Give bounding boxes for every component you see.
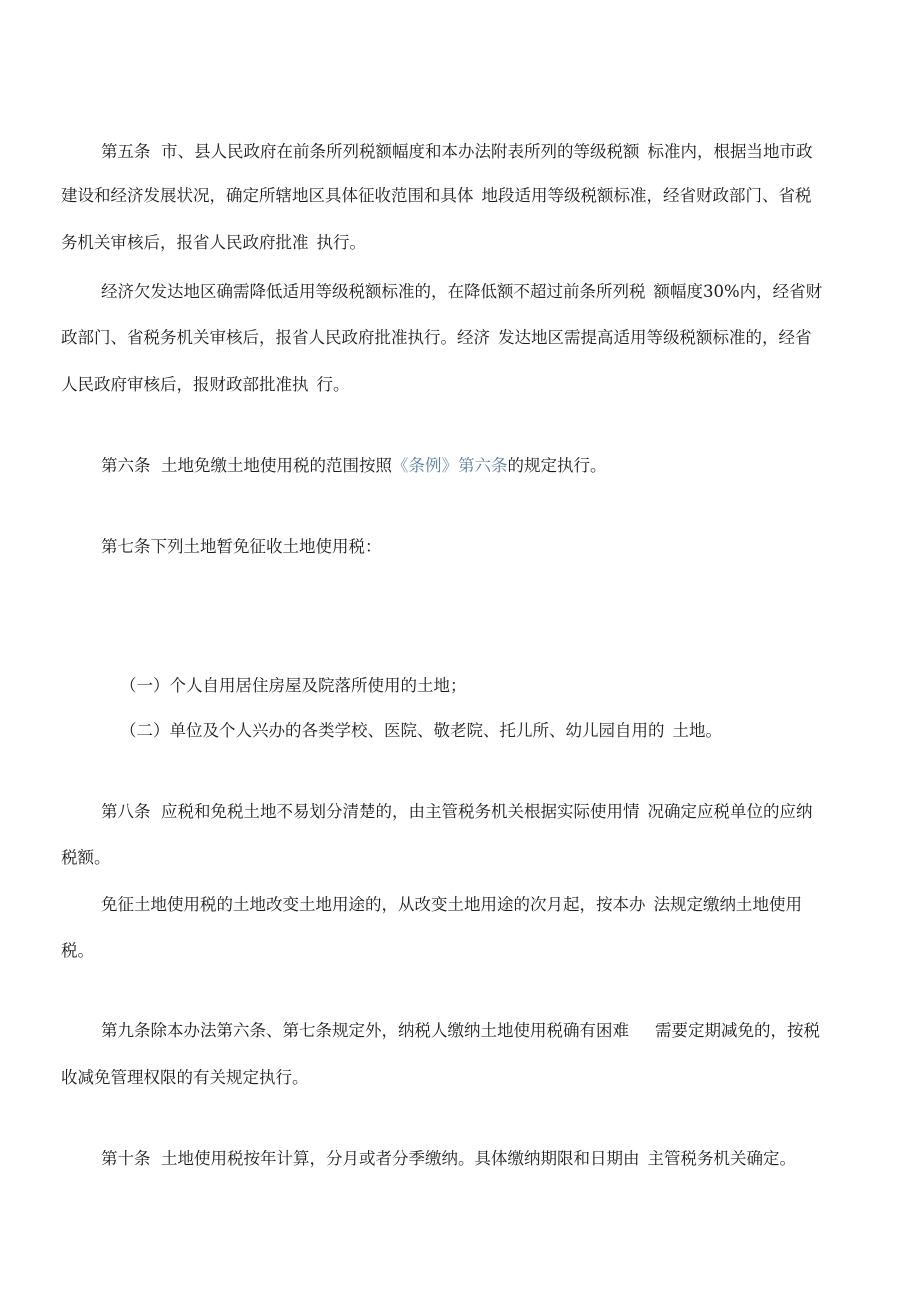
article8-p2-line1	[101, 893, 802, 917]
article8-p1-line1	[101, 800, 813, 824]
text-segment: 行。	[316, 375, 350, 394]
text-segment: 建设和经济发展状况，确定所辖地区具体征收范围和具体	[61, 186, 474, 205]
article9-line1	[101, 1019, 820, 1043]
text-segment: 标准内，根据当地市政	[647, 142, 813, 161]
text-segment: 免征土地使用税的土地改变土地用途的，从改变土地用途的次月起，按本办	[101, 895, 646, 914]
text-segment: 经济欠发达地区确需降低适用等级税额标准的，在降低额不超过前条所列税	[101, 282, 646, 301]
text-segment: 第五条 市、县人民政府在前条所列税额幅度和本办法附表所列的等级税额	[101, 142, 640, 161]
text-segment: 地段适用等级税额标准，经省财政部门、省税	[481, 186, 812, 205]
article5-p2-line3	[61, 373, 350, 397]
article7-item1: （一）个人自用居住房屋及院落所使用的土地；	[120, 676, 467, 695]
article5-p1-line1	[101, 140, 813, 164]
text-segment: 需要定期减免的，按税	[655, 1021, 820, 1040]
text-segment: 政部门、省税务机关审核后，报省人民政府批准执行。经济	[61, 328, 490, 347]
article6-line	[101, 454, 607, 478]
text-segment: 额幅度30%内，经省财	[653, 282, 823, 301]
text-segment: 土地。	[672, 721, 722, 740]
text-segment: 第十条 土地使用税按年计算，分月或者分季缴纳。具体缴纳期限和日期由	[101, 1149, 640, 1168]
text-segment: 主管税务机关确定。	[647, 1149, 796, 1168]
text-segment: 第八条 应税和免税土地不易划分清楚的，由主管税务机关根据实际使用情	[101, 802, 640, 821]
text-segment: 发达地区需提高适用等级税额标准的，经省	[498, 328, 812, 347]
text-segment: 况确定应税单位的应纳	[647, 802, 813, 821]
text-segment: 人民政府审核后，报财政部批准执	[61, 375, 309, 394]
text-segment: 第六条 土地免缴土地使用税的范围按照	[101, 456, 392, 475]
text-segment: 第九条除本办法第六条、第七条规定外，纳税人缴纳土地使用税确有困难	[101, 1021, 629, 1040]
text-segment: 务机关审核后，报省人民政府批准	[61, 233, 309, 252]
article5-p1-line3	[61, 231, 366, 255]
article5-p2-line2	[61, 326, 812, 350]
text-segment: 法规定缴纳土地使用	[653, 895, 802, 914]
article5-p2-line1	[101, 280, 822, 304]
article5-p1-line2	[61, 184, 812, 208]
article9-line2: 收减免管理权限的有关规定执行。	[61, 1068, 309, 1087]
article8-p2-line2: 税。	[61, 941, 94, 960]
text-segment: 执行。	[316, 233, 366, 252]
text-segment: （二）单位及个人兴办的各类学校、医院、敬老院、托儿所、幼儿园自用的	[120, 721, 665, 740]
article8-p1-line2: 税额。	[61, 848, 111, 867]
article7-item2	[120, 719, 722, 743]
regulation-link[interactable]: 《条例》第六条	[392, 456, 508, 475]
text-segment: 的规定执行。	[507, 456, 607, 475]
article7-heading: 第七条下列土地暂免征收土地使用税：	[101, 537, 382, 556]
article10-line	[101, 1147, 796, 1171]
